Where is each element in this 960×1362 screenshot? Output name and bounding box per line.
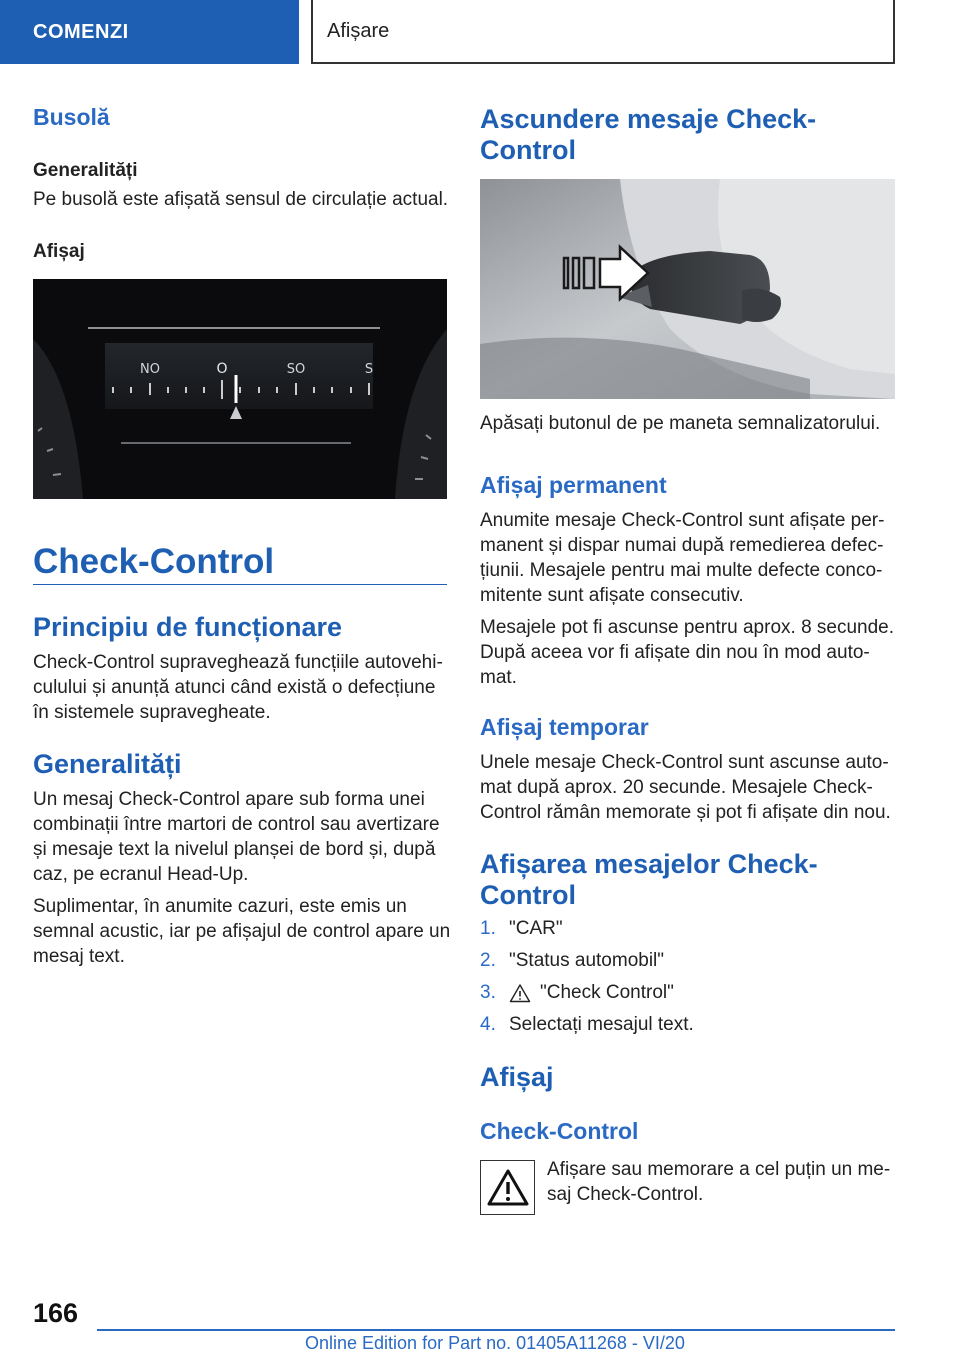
show-title xyxy=(480,849,895,911)
chapter-title-rule xyxy=(33,584,447,585)
compass-label-s: S xyxy=(364,362,374,377)
step-item xyxy=(480,945,895,977)
compass-general-heading: Generalități xyxy=(33,160,138,181)
permanent-text2-line: mat. xyxy=(480,667,517,688)
check-control-symbol xyxy=(480,1160,535,1215)
hide-title xyxy=(480,104,895,166)
permanent-text-line: manent și dispar numai după remedierea defec- xyxy=(480,535,884,556)
hide-caption: Apăsați butonul de pe maneta semnalizatorului. xyxy=(480,413,881,434)
page-number: 166 xyxy=(33,1298,79,1328)
step-text: "CAR" xyxy=(509,918,563,939)
temporary-text-line: Unele mesaje Check-Control sunt ascunse auto- xyxy=(480,752,889,773)
show-title-line: Afișarea mesajelor Check- xyxy=(480,849,818,879)
principle-text-line: culului și anunță atunci când există o defecțiune xyxy=(33,677,436,698)
principle-text-line: în sistemele supravegheate. xyxy=(33,702,271,723)
temporary-text-line: Control rămân memorate și pot fi afișate din nou. xyxy=(480,802,891,823)
cc-text-line: saj Check-Control. xyxy=(547,1184,704,1205)
chapter-label: COMENZI xyxy=(33,20,129,43)
check-control-subtitle: Check-Control xyxy=(480,1118,639,1144)
general-text-line: caz, pe ecranul Head-Up. xyxy=(33,864,249,885)
permanent-text-line: mitente sunt afișate consecutiv. xyxy=(480,585,744,606)
step-text: "Status automobil" xyxy=(509,950,665,971)
step-text: Selectați mesajul text. xyxy=(509,1014,694,1035)
step-item xyxy=(480,913,895,945)
warning-triangle-icon xyxy=(509,983,531,1003)
compass-label-o: O xyxy=(216,361,228,377)
cc-text-line: Afișare sau memorare a cel puțin un me- xyxy=(547,1159,891,1180)
footer-rule xyxy=(97,1329,895,1331)
permanent-title: Afișaj permanent xyxy=(480,472,667,498)
general-text2-line: mesaj text. xyxy=(33,946,125,967)
general-text-line: și mesaje text la nivelul planșei de bord și, după xyxy=(33,839,436,860)
general-text2-line: semnal acustic, iar pe afișajul de control apare un xyxy=(33,921,451,942)
section-header xyxy=(311,0,895,64)
turn-signal-stalk-image xyxy=(480,179,895,399)
general-text-line: Un mesaj Check-Control apare sub forma unei xyxy=(33,789,425,810)
general-text xyxy=(33,787,453,887)
hide-title-line: Control xyxy=(480,135,576,165)
step-number: 2. xyxy=(480,950,496,971)
temporary-title: Afișaj temporar xyxy=(480,714,649,740)
compass-display-image xyxy=(33,279,447,499)
edition-info: Online Edition for Part no. 01405A11268 - VI/20 xyxy=(305,1333,685,1353)
principle-text xyxy=(33,650,453,725)
step-number: 1. xyxy=(480,918,496,939)
step-text: "Check Control" xyxy=(540,982,674,1003)
show-title-line: Control xyxy=(480,880,576,910)
general-text-2 xyxy=(33,894,453,969)
check-control-text xyxy=(547,1157,897,1207)
warning-triangle-icon xyxy=(486,1168,530,1208)
section-label: Afișare xyxy=(327,19,390,42)
steps-list xyxy=(480,913,895,1041)
permanent-text-2 xyxy=(480,615,900,690)
permanent-text2-line: După aceea vor fi afișate din nou în mod auto- xyxy=(480,642,870,663)
temporary-text-line: mat după aprox. 20 secunde. Mesajele Check- xyxy=(480,777,873,798)
compass-label-no: NO xyxy=(140,362,160,377)
stalk-graphic xyxy=(480,179,895,399)
compass-general-text: Pe busolă este afișată sensul de circulație actual. xyxy=(33,189,449,210)
chapter-title: Check-Control xyxy=(33,542,275,581)
step-item xyxy=(480,1009,895,1041)
permanent-text xyxy=(480,508,900,608)
general-text2-line: Suplimentar, în anumite cazuri, este emis un xyxy=(33,896,407,917)
permanent-text2-line: Mesajele pot fi ascunse pentru aprox. 8 secunde. xyxy=(480,617,895,638)
compass-label-so: SO xyxy=(286,362,306,377)
compass-display-heading: Afișaj xyxy=(33,241,85,262)
compass-dial-graphic xyxy=(33,279,447,499)
step-item xyxy=(480,977,895,1009)
general-title: Generalități xyxy=(33,749,182,779)
chapter-tab xyxy=(0,0,299,64)
permanent-text-line: Anumite mesaje Check-Control sunt afișate per- xyxy=(480,510,885,531)
step-number: 3. xyxy=(480,982,496,1003)
permanent-text-line: țiunii. Mesajele pentru mai multe defecte conco- xyxy=(480,560,883,581)
hide-title-line: Ascundere mesaje Check- xyxy=(480,104,817,134)
temporary-text xyxy=(480,750,900,825)
principle-text-line: Check-Control supraveghează funcțiile autovehi- xyxy=(33,652,443,673)
principle-title: Principiu de funcționare xyxy=(33,612,343,642)
step-number: 4. xyxy=(480,1014,496,1035)
general-text-line: combinații între martori de control sau avertizare xyxy=(33,814,440,835)
display-title: Afișaj xyxy=(480,1062,554,1092)
compass-title: Busolă xyxy=(33,104,110,130)
